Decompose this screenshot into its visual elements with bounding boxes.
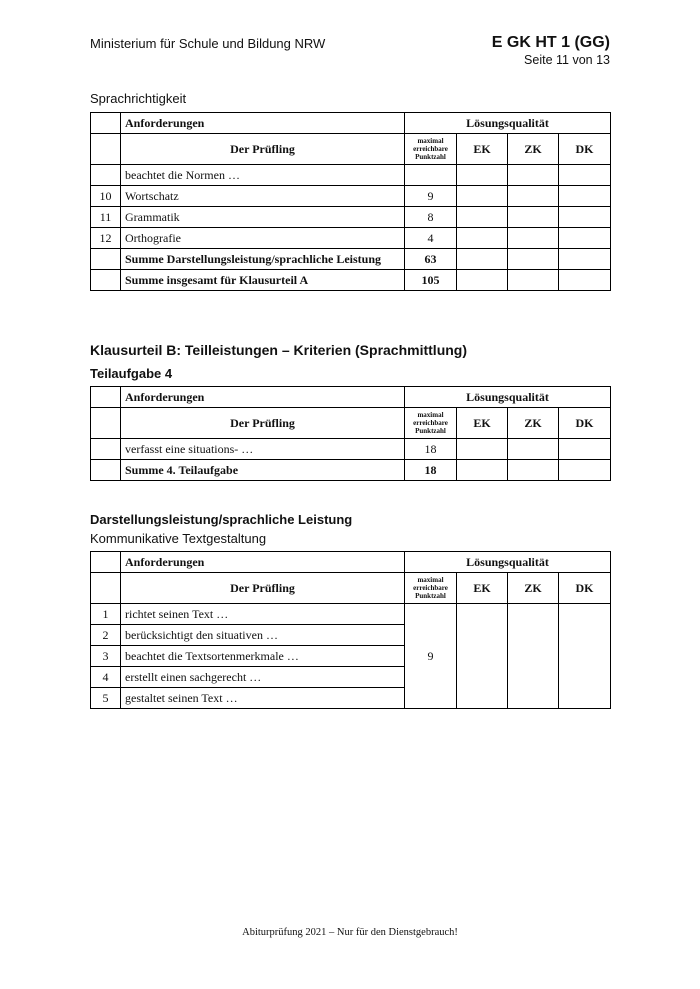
header-dk: DK (559, 408, 611, 439)
page-number: Seite 11 von 13 (524, 53, 610, 67)
table-teilaufgabe-4 (90, 386, 611, 481)
section-title-sprachrichtigkeit: Sprachrichtigkeit (90, 91, 187, 106)
header-anforderungen: Anforderungen (121, 113, 405, 134)
sum-row: Summe Darstellungsleistung/sprachliche Leistung 63 (91, 249, 611, 270)
section-title-darstellungsleistung: Darstellungsleistung/sprachliche Leistung (90, 512, 353, 527)
cell-empty (91, 387, 121, 408)
table-row: 12 Orthografie 4 (91, 228, 611, 249)
cell-empty (91, 408, 121, 439)
header-loesungsqualitaet: Lösungsqualität (405, 552, 611, 573)
header-max-points: maximal erreichbare Punktzahl (405, 408, 457, 439)
table-row: 3 beachtet die Textsortenmerkmale … (91, 646, 611, 667)
cell-empty (91, 134, 121, 165)
header-dk: DK (559, 134, 611, 165)
table-row: 1 richtet seinen Text … 9 (91, 604, 611, 625)
table-row: verfasst eine situations- … 18 (91, 439, 611, 460)
header-anforderungen: Anforderungen (121, 387, 405, 408)
section-title-klausurteil-b: Klausurteil B: Teilleistungen – Kriterien (Sprachmittlung) (90, 342, 468, 358)
header-ek: EK (457, 408, 508, 439)
header-zk: ZK (508, 573, 559, 604)
table-row: 2 berücksichtigt den situativen … (91, 625, 611, 646)
table-textgestaltung (90, 551, 611, 709)
table-row: 10 Wortschatz 9 (91, 186, 611, 207)
sum-row: Summe 4. Teilaufgabe 18 (91, 460, 611, 481)
ministry-name: Ministerium für Schule und Bildung NRW (90, 36, 326, 51)
header-loesungsqualitaet: Lösungsqualität (405, 113, 611, 134)
header-dk: DK (559, 573, 611, 604)
header-zk: ZK (508, 134, 559, 165)
header-loesungsqualitaet: Lösungsqualität (405, 387, 611, 408)
header-max-points: maximal erreichbare Punktzahl (405, 134, 457, 165)
subtitle-textgestaltung: Kommunikative Textgestaltung (90, 531, 267, 546)
cell-empty (91, 573, 121, 604)
table-row: 4 erstellt einen sachgerecht … (91, 667, 611, 688)
header-pruefling: Der Prüfling (121, 408, 405, 439)
sum-row: Summe insgesamt für Klausurteil A 105 (91, 270, 611, 291)
header-ek: EK (457, 573, 508, 604)
table-sprachrichtigkeit (90, 112, 611, 291)
header-ek: EK (457, 134, 508, 165)
exam-code: E GK HT 1 (GG) (491, 34, 610, 51)
header-zk: ZK (508, 408, 559, 439)
cell-empty (91, 113, 121, 134)
table-row: 5 gestaltet seinen Text … (91, 688, 611, 709)
subtitle-teilaufgabe-4: Teilaufgabe 4 (90, 366, 173, 381)
header-pruefling: Der Prüfling (121, 573, 405, 604)
header-anforderungen: Anforderungen (121, 552, 405, 573)
page-footer: Abiturprüfung 2021 – Nur für den Dienstgebrauch! (242, 927, 458, 938)
header-max-points: maximal erreichbare Punktzahl (405, 573, 457, 604)
cell-empty (91, 552, 121, 573)
merged-points-cell: 9 (405, 604, 457, 709)
header-pruefling: Der Prüfling (121, 134, 405, 165)
table-row: beachtet die Normen … (91, 165, 611, 186)
table-row: 11 Grammatik 8 (91, 207, 611, 228)
